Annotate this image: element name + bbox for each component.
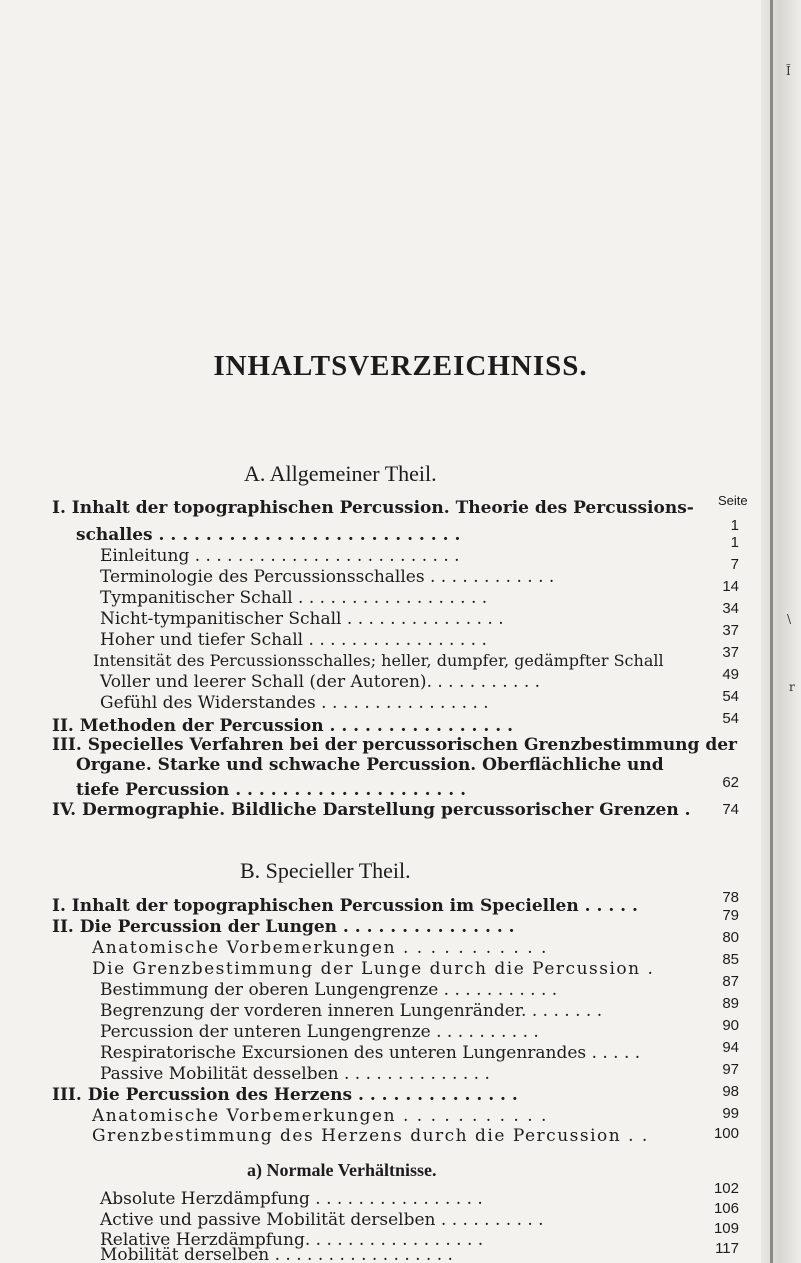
toc-entry: Anatomische Vorbemerkungen . . . . . . . . . . . (92, 1106, 548, 1126)
toc-page-number: 100 (713, 1125, 739, 1142)
page-title: INHALTSVERZEICHNISS. (213, 350, 588, 382)
toc-page-number: 85 (722, 951, 739, 968)
subsection-heading: a) Normale Verhältnisse. (247, 1160, 437, 1180)
toc-entry: Absolute Herzdämpfung . . . . . . . . . . . . . . . . (100, 1189, 483, 1209)
toc-entry: I. Inhalt der topographischen Percussion. Theorie des Percussions- (52, 498, 694, 518)
toc-page-number: 54 (722, 688, 739, 705)
toc-page-number: 1 (730, 534, 739, 551)
toc-entry: Respiratorische Excursionen des unteren Lungenrandes . . . . . (100, 1043, 641, 1063)
toc-entry: Nicht-tympanitischer Schall . . . . . . . . . . . . . . . (100, 609, 504, 629)
toc-page-number: 99 (722, 1105, 739, 1122)
toc-page-number: 79 (722, 907, 739, 924)
toc-page-number: 90 (722, 1017, 739, 1034)
toc-page-number: 97 (722, 1061, 739, 1078)
toc-entry: I. Inhalt der topographischen Percussion im Speciellen . . . . . (52, 896, 638, 916)
margin-mark: \ (787, 612, 792, 626)
toc-entry: tiefe Percussion . . . . . . . . . . . . . . . . . . . . (76, 780, 467, 800)
toc-page-number: 14 (722, 578, 739, 595)
toc-page-number: 49 (722, 666, 739, 683)
toc-entry: Percussion der unteren Lungengrenze . . . . . . . . . . (100, 1022, 539, 1042)
toc-page-number: 37 (722, 644, 739, 661)
toc-page-number: 37 (722, 622, 739, 639)
toc-page-number: 98 (722, 1083, 739, 1100)
toc-entry: Hoher und tiefer Schall . . . . . . . . . . . . . . . . . (100, 630, 487, 650)
toc-entry: Terminologie des Percussionsschalles . . . . . . . . . . . . (100, 567, 555, 587)
toc-entry: Relative Herzdämpfung. . . . . . . . . . . . . . . . . (100, 1230, 484, 1250)
margin-mark: r (789, 680, 795, 694)
toc-entry: Tympanitischer Schall . . . . . . . . . . . . . . . . . . (100, 588, 488, 608)
toc-entry: Die Grenzbestimmung der Lunge durch die Percussion . (92, 959, 655, 979)
toc-entry: Gefühl des Widerstandes . . . . . . . . . . . . . . . . (100, 693, 489, 713)
toc-page-number: 94 (722, 1039, 739, 1056)
toc-entry: schalles . . . . . . . . . . . . . . . . . . . . . . . . . . (76, 525, 461, 545)
toc-entry: II. Die Percussion der Lungen . . . . . . . . . . . . . . . (52, 917, 515, 937)
toc-entry: II. Methoden der Percussion . . . . . . . . . . . . . . . . (52, 716, 513, 736)
page-column-label: Seite (718, 493, 748, 508)
toc-page-number: 117 (715, 1240, 739, 1257)
page-edge-shadow (761, 0, 801, 1263)
toc-page-number: 87 (722, 973, 739, 990)
toc-page-number: 34 (722, 600, 739, 617)
toc-entry: Organe. Starke und schwache Percussion. Oberflächliche und (76, 755, 664, 775)
toc-page-number: 80 (722, 929, 739, 946)
toc-entry: III. Die Percussion des Herzens . . . . . . . . . . . . . . (52, 1085, 518, 1105)
toc-page-number: 89 (722, 995, 739, 1012)
section-heading-a: A. Allgemeiner Theil. (244, 461, 437, 486)
toc-entry: Einleitung . . . . . . . . . . . . . . . . . . . . . . . . . (100, 546, 460, 566)
toc-entry: Passive Mobilität desselben . . . . . . . . . . . . . . (100, 1064, 490, 1084)
toc-page-number: 106 (713, 1200, 739, 1217)
toc-entry: Intensität des Percussionsschalles; heller, dumpfer, gedämpfter Schall (93, 651, 664, 670)
toc-page-number: 1 (730, 517, 739, 534)
toc-page-number: 109 (713, 1220, 739, 1237)
toc-page-number: 78 (722, 889, 739, 906)
toc-page-number: 7 (730, 556, 739, 573)
toc-entry: Voller und leerer Schall (der Autoren). . . . . . . . . . . (100, 672, 541, 692)
toc-entry: Begrenzung der vorderen inneren Lungenränder. . . . . . . . (100, 1001, 603, 1021)
toc-page-number: 62 (722, 774, 739, 791)
toc-page-number: 74 (722, 801, 739, 818)
toc-page-number: 54 (722, 710, 739, 727)
toc-entry: Anatomische Vorbemerkungen . . . . . . . . . . . (92, 938, 548, 958)
toc-entry: III. Specielles Verfahren bei der percussorischen Grenzbestimmung der (52, 735, 738, 755)
toc-entry: Grenzbestimmung des Herzens durch die Percussion . . (92, 1126, 649, 1146)
toc-entry: Active und passive Mobilität derselben . . . . . . . . . . (100, 1210, 544, 1230)
toc-entry: Bestimmung der oberen Lungengrenze . . . . . . . . . . . (100, 980, 558, 1000)
margin-mark: Ĩ (786, 64, 791, 78)
section-heading-b: B. Specieller Theil. (240, 858, 411, 883)
toc-page-number: 102 (713, 1180, 739, 1197)
toc-entry: IV. Dermographie. Bildliche Darstellung percussorischer Grenzen . (52, 800, 691, 820)
toc-entry: Mobilität derselben . . . . . . . . . . . . . . . . . (100, 1245, 453, 1263)
page-edge-line (770, 0, 773, 1263)
